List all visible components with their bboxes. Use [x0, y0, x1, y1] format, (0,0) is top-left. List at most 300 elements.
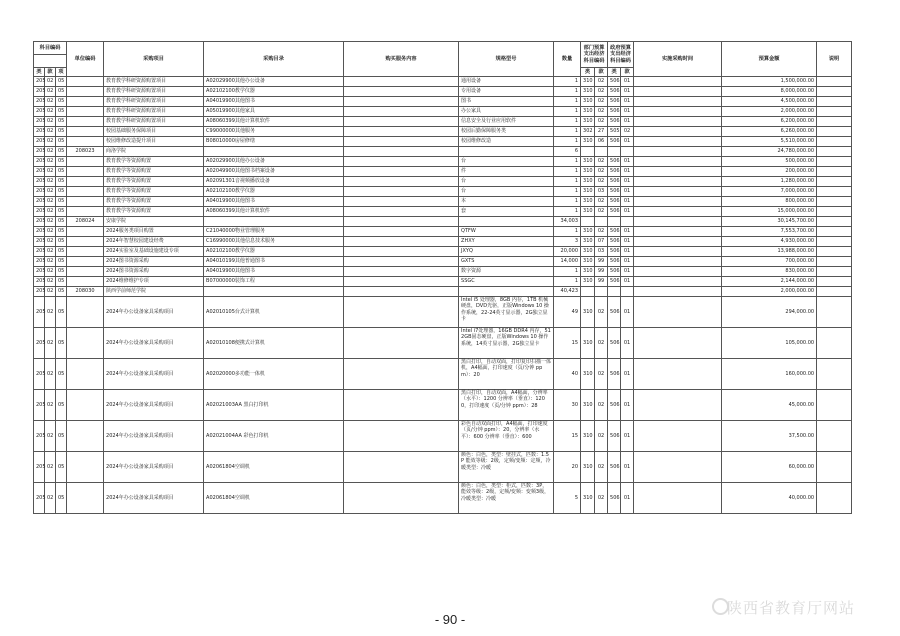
- table-row: [34, 277, 852, 287]
- cell-time: [634, 117, 722, 127]
- cell-qty: 1: [554, 87, 581, 97]
- cell-catalog: A04019900其他图书: [204, 267, 344, 277]
- cell-g1: 506: [608, 277, 621, 287]
- cell-kuan: 02: [45, 217, 56, 227]
- header-subject-code: 科目编码: [34, 42, 67, 55]
- cell-time: [634, 267, 722, 277]
- table-row: [34, 227, 852, 237]
- cell-lei: 205: [34, 287, 45, 297]
- cell-time: [634, 77, 722, 87]
- cell-g2: 01: [621, 390, 634, 421]
- cell-lei: 205: [34, 267, 45, 277]
- cell-note: [817, 359, 852, 390]
- cell-time: [634, 247, 722, 257]
- cell-qty: 1: [554, 207, 581, 217]
- page-number: - 90 -: [434, 612, 466, 627]
- cell-service: [344, 97, 459, 107]
- cell-g2: 01: [621, 137, 634, 147]
- cell-time: [634, 277, 722, 287]
- cell-unit: [67, 297, 104, 328]
- cell-kuan: 02: [45, 97, 56, 107]
- cell-unit: [67, 247, 104, 257]
- cell-d1: 310: [581, 247, 595, 257]
- cell-lei: 205: [34, 77, 45, 87]
- table-row: [34, 97, 852, 107]
- header-project: 采购项目: [104, 42, 204, 77]
- cell-amount: 4,930,000.00: [722, 237, 817, 247]
- cell-spec: 台: [459, 177, 554, 187]
- cell-d2: 02: [595, 97, 608, 107]
- cell-lei: 205: [34, 297, 45, 328]
- cell-unit: [67, 421, 104, 452]
- cell-unit: [67, 187, 104, 197]
- table-row: [34, 287, 852, 297]
- cell-d2: 99: [595, 277, 608, 287]
- cell-lei: 205: [34, 328, 45, 359]
- cell-catalog: B07000000装饰工程: [204, 277, 344, 287]
- cell-g2: 01: [621, 77, 634, 87]
- cell-kuan: 02: [45, 359, 56, 390]
- table-row: [34, 207, 852, 217]
- cell-time: [634, 157, 722, 167]
- table-row: [34, 297, 852, 328]
- cell-qty: 1: [554, 137, 581, 147]
- cell-catalog: A02029900其他办公设备: [204, 157, 344, 167]
- cell-catalog: A02020000多功能一体机: [204, 359, 344, 390]
- cell-xiang: 05: [56, 77, 67, 87]
- cell-lei: 205: [34, 452, 45, 483]
- cell-note: [817, 167, 852, 177]
- cell-note: [817, 287, 852, 297]
- cell-project: 教育教学等资源购置: [104, 157, 204, 167]
- cell-project: 陕西学前师范学院: [104, 287, 204, 297]
- table-row: [34, 157, 852, 167]
- cell-d2: 02: [595, 483, 608, 514]
- cell-project: 2024年办公设备家具采购项目: [104, 359, 204, 390]
- cell-xiang: 05: [56, 137, 67, 147]
- cell-xiang: 05: [56, 483, 67, 514]
- header-gov-econ: 政府预算支出经济科目编码: [608, 42, 634, 68]
- cell-g1: 506: [608, 328, 621, 359]
- cell-d1: 310: [581, 77, 595, 87]
- cell-xiang: 05: [56, 452, 67, 483]
- cell-amount: 24,780,000.00: [722, 147, 817, 157]
- cell-d1: 310: [581, 187, 595, 197]
- cell-g2: 01: [621, 107, 634, 117]
- cell-d1: 310: [581, 359, 595, 390]
- cell-xiang: 05: [56, 147, 67, 157]
- cell-g2: 01: [621, 247, 634, 257]
- cell-d1: 310: [581, 257, 595, 267]
- cell-xiang: 05: [56, 297, 67, 328]
- cell-unit: [67, 157, 104, 167]
- cell-project: 2024年智慧校园建设经费: [104, 237, 204, 247]
- cell-d2: [595, 287, 608, 297]
- cell-catalog: A02102100教学仪器: [204, 87, 344, 97]
- table-row: [34, 390, 852, 421]
- cell-kuan: 02: [45, 277, 56, 287]
- cell-g1: 506: [608, 297, 621, 328]
- cell-d2: [595, 147, 608, 157]
- cell-catalog: A02021004AA 彩色打印机: [204, 421, 344, 452]
- cell-project: 教育教学等资源购置: [104, 207, 204, 217]
- cell-catalog: A04010199其他普通图书: [204, 257, 344, 267]
- cell-g1: 506: [608, 97, 621, 107]
- cell-d1: 302: [581, 127, 595, 137]
- cell-spec: 图书: [459, 97, 554, 107]
- cell-kuan: 02: [45, 227, 56, 237]
- cell-d1: 310: [581, 167, 595, 177]
- cell-catalog: A05019900其他家具: [204, 107, 344, 117]
- cell-g2: 01: [621, 237, 634, 247]
- cell-unit: [67, 359, 104, 390]
- cell-g2: 01: [621, 257, 634, 267]
- cell-qty: 1: [554, 177, 581, 187]
- cell-d1: 310: [581, 157, 595, 167]
- cell-g2: 01: [621, 227, 634, 237]
- cell-d2: 02: [595, 452, 608, 483]
- table-row: [34, 167, 852, 177]
- cell-amount: 294,000.00: [722, 297, 817, 328]
- header-xiang: 项: [56, 68, 67, 77]
- cell-amount: 105,000.00: [722, 328, 817, 359]
- cell-d2: 07: [595, 237, 608, 247]
- cell-service: [344, 217, 459, 227]
- cell-service: [344, 177, 459, 187]
- cell-d1: 310: [581, 452, 595, 483]
- cell-catalog: [204, 217, 344, 227]
- cell-g2: 01: [621, 277, 634, 287]
- cell-amount: 45,000.00: [722, 390, 817, 421]
- cell-kuan: 02: [45, 117, 56, 127]
- cell-lei: 205: [34, 97, 45, 107]
- cell-g1: 506: [608, 167, 621, 177]
- cell-time: [634, 421, 722, 452]
- cell-g2: 01: [621, 328, 634, 359]
- cell-d2: 27: [595, 127, 608, 137]
- cell-time: [634, 197, 722, 207]
- cell-g1: 506: [608, 257, 621, 267]
- cell-catalog: [204, 147, 344, 157]
- cell-kuan: 02: [45, 137, 56, 147]
- cell-catalog: C21040000物业管理服务: [204, 227, 344, 237]
- cell-g2: 01: [621, 207, 634, 217]
- cell-lei: 205: [34, 137, 45, 147]
- cell-amount: 500,000.00: [722, 157, 817, 167]
- table-row: [34, 421, 852, 452]
- cell-service: [344, 137, 459, 147]
- cell-catalog: A02102100教学仪器: [204, 247, 344, 257]
- table-row: [34, 247, 852, 257]
- header-qty: 数量: [554, 42, 581, 77]
- cell-d1: 310: [581, 297, 595, 328]
- cell-lei: 205: [34, 237, 45, 247]
- header-dept-lei: 类: [581, 68, 595, 77]
- cell-project: 校园维修改造提升项目: [104, 137, 204, 147]
- cell-xiang: 05: [56, 421, 67, 452]
- cell-g1: [608, 287, 621, 297]
- cell-xiang: 05: [56, 207, 67, 217]
- cell-d1: [581, 287, 595, 297]
- cell-unit: [67, 97, 104, 107]
- cell-amount: 7,000,000.00: [722, 187, 817, 197]
- cell-amount: 37,500.00: [722, 421, 817, 452]
- cell-d1: 310: [581, 137, 595, 147]
- cell-catalog: [204, 287, 344, 297]
- cell-unit: [67, 77, 104, 87]
- cell-catalog: A02061804空调机: [204, 483, 344, 514]
- cell-g1: 506: [608, 197, 621, 207]
- cell-d2: 02: [595, 167, 608, 177]
- cell-service: [344, 237, 459, 247]
- cell-xiang: 05: [56, 359, 67, 390]
- cell-spec: Intel i7处理器，16GB DDR4 内存，512GB固态硬盘，正版Windows 10 操作系统，14英寸显示器，2G独立显卡: [459, 328, 554, 359]
- cell-g2: [621, 217, 634, 227]
- cell-time: [634, 147, 722, 157]
- cell-xiang: 05: [56, 117, 67, 127]
- cell-lei: 205: [34, 177, 45, 187]
- cell-spec: JXYQ: [459, 247, 554, 257]
- cell-d1: 310: [581, 97, 595, 107]
- cell-d1: 310: [581, 117, 595, 127]
- cell-g1: 506: [608, 227, 621, 237]
- cell-d2: 02: [595, 297, 608, 328]
- cell-d2: 02: [595, 359, 608, 390]
- cell-spec: GXTS: [459, 257, 554, 267]
- cell-unit: 208023: [67, 147, 104, 157]
- cell-lei: 205: [34, 421, 45, 452]
- cell-project: 2024年办公设备家具采购项目: [104, 297, 204, 328]
- table-row: [34, 87, 852, 97]
- cell-qty: 40,423: [554, 287, 581, 297]
- cell-xiang: 05: [56, 127, 67, 137]
- cell-qty: 1: [554, 77, 581, 87]
- cell-service: [344, 267, 459, 277]
- cell-kuan: 02: [45, 207, 56, 217]
- cell-g2: 01: [621, 187, 634, 197]
- cell-project: 2024年办公设备家具采购项目: [104, 452, 204, 483]
- cell-lei: 205: [34, 127, 45, 137]
- cell-lei: 205: [34, 207, 45, 217]
- cell-qty: 1: [554, 97, 581, 107]
- cell-project: 2024服务类项目购置: [104, 227, 204, 237]
- header-amount: 预算金额: [722, 42, 817, 77]
- cell-amount: 30,145,700.00: [722, 217, 817, 227]
- cell-spec: 黑白打印，自动双面，打印复印扫描一体机，A4幅面，打印速度（页/分钟 ppm）：20: [459, 359, 554, 390]
- cell-qty: 15: [554, 328, 581, 359]
- cell-kuan: 02: [45, 267, 56, 277]
- cell-spec: 数字资源: [459, 267, 554, 277]
- cell-qty: 5: [554, 483, 581, 514]
- cell-spec: [459, 217, 554, 227]
- cell-qty: 1: [554, 167, 581, 177]
- cell-g1: 506: [608, 187, 621, 197]
- cell-time: [634, 97, 722, 107]
- cell-time: [634, 187, 722, 197]
- cell-d1: 310: [581, 328, 595, 359]
- cell-note: [817, 247, 852, 257]
- procurement-table: [33, 41, 852, 514]
- cell-qty: 1: [554, 157, 581, 167]
- cell-time: [634, 177, 722, 187]
- cell-service: [344, 87, 459, 97]
- cell-xiang: 05: [56, 287, 67, 297]
- cell-catalog: A02029900其他办公设备: [204, 77, 344, 87]
- cell-project: 教育教学科研资源购置项目: [104, 107, 204, 117]
- cell-time: [634, 87, 722, 97]
- cell-qty: 1: [554, 117, 581, 127]
- cell-d2: 99: [595, 267, 608, 277]
- cell-lei: 205: [34, 187, 45, 197]
- cell-catalog: A04019900其他图书: [204, 197, 344, 207]
- cell-d2: 02: [595, 117, 608, 127]
- cell-amount: 6,260,000.00: [722, 127, 817, 137]
- table-row: [34, 107, 852, 117]
- cell-g1: 506: [608, 157, 621, 167]
- cell-unit: [67, 227, 104, 237]
- cell-time: [634, 227, 722, 237]
- cell-unit: [67, 390, 104, 421]
- cell-amount: 13,988,000.00: [722, 247, 817, 257]
- table-row: [34, 237, 852, 247]
- cell-d2: 03: [595, 247, 608, 257]
- cell-xiang: 05: [56, 177, 67, 187]
- cell-note: [817, 187, 852, 197]
- cell-spec: 专用设备: [459, 87, 554, 97]
- cell-kuan: 02: [45, 247, 56, 257]
- cell-catalog: C99000000其他服务: [204, 127, 344, 137]
- cell-d1: 310: [581, 227, 595, 237]
- table-row: [34, 328, 852, 359]
- cell-xiang: 05: [56, 257, 67, 267]
- header-note: 说明: [817, 42, 852, 77]
- cell-service: [344, 107, 459, 117]
- cell-note: [817, 421, 852, 452]
- cell-kuan: 02: [45, 297, 56, 328]
- header-lei: 类: [34, 68, 45, 77]
- cell-amount: 2,144,000.00: [722, 277, 817, 287]
- cell-kuan: 02: [45, 147, 56, 157]
- cell-note: [817, 157, 852, 167]
- cell-service: [344, 421, 459, 452]
- cell-lei: 205: [34, 117, 45, 127]
- header-spec: 规格型号: [459, 42, 554, 77]
- cell-kuan: 02: [45, 157, 56, 167]
- cell-d2: 02: [595, 87, 608, 97]
- cell-d2: 02: [595, 328, 608, 359]
- table-row: [34, 77, 852, 87]
- cell-service: [344, 359, 459, 390]
- cell-qty: 1: [554, 197, 581, 207]
- table-row: [34, 177, 852, 187]
- cell-xiang: 05: [56, 187, 67, 197]
- cell-xiang: 05: [56, 217, 67, 227]
- cell-kuan: 02: [45, 421, 56, 452]
- cell-unit: [67, 107, 104, 117]
- cell-d2: 02: [595, 77, 608, 87]
- cell-d1: 310: [581, 177, 595, 187]
- cell-service: [344, 207, 459, 217]
- cell-d2: 02: [595, 157, 608, 167]
- cell-spec: 校园维修改造: [459, 137, 554, 147]
- cell-project: 2024图书资源采购: [104, 267, 204, 277]
- cell-unit: [67, 127, 104, 137]
- cell-note: [817, 177, 852, 187]
- cell-project: 2024维修维护专项: [104, 277, 204, 287]
- cell-kuan: 02: [45, 107, 56, 117]
- cell-time: [634, 167, 722, 177]
- cell-kuan: 02: [45, 390, 56, 421]
- cell-time: [634, 452, 722, 483]
- cell-service: [344, 247, 459, 257]
- cell-time: [634, 107, 722, 117]
- table-row: [34, 257, 852, 267]
- cell-g1: 506: [608, 483, 621, 514]
- cell-xiang: 05: [56, 167, 67, 177]
- cell-project: 2024年办公设备家具采购项目: [104, 483, 204, 514]
- cell-project: 2024年办公设备家具采购项目: [104, 390, 204, 421]
- cell-unit: [67, 277, 104, 287]
- cell-lei: 205: [34, 359, 45, 390]
- cell-spec: 台: [459, 157, 554, 167]
- cell-service: [344, 147, 459, 157]
- cell-note: [817, 452, 852, 483]
- cell-amount: 5,510,000.00: [722, 137, 817, 147]
- cell-note: [817, 197, 852, 207]
- cell-d1: 310: [581, 87, 595, 97]
- cell-spec: 本: [459, 197, 554, 207]
- cell-d2: 06: [595, 137, 608, 147]
- cell-unit: [67, 197, 104, 207]
- cell-amount: 2,000,000.00: [722, 287, 817, 297]
- cell-note: [817, 147, 852, 157]
- cell-service: [344, 297, 459, 328]
- cell-g1: 506: [608, 452, 621, 483]
- cell-catalog: A08060399其他计算机软件: [204, 207, 344, 217]
- cell-spec: QTFW: [459, 227, 554, 237]
- cell-d2: 02: [595, 207, 608, 217]
- cell-time: [634, 137, 722, 147]
- cell-spec: 黑白打印，自动双面，A4幅面，分辨率（水平）：1200 分辨率（垂直）：1200，打印速度（页/分钟 ppm）：28: [459, 390, 554, 421]
- cell-d2: 99: [595, 257, 608, 267]
- cell-kuan: 02: [45, 328, 56, 359]
- cell-note: [817, 77, 852, 87]
- cell-project: 校园基础服务保障项目: [104, 127, 204, 137]
- header-time: 实施采购时间: [634, 42, 722, 77]
- cell-kuan: 02: [45, 187, 56, 197]
- cell-unit: [67, 87, 104, 97]
- cell-time: [634, 217, 722, 227]
- cell-spec: 校园后勤保障服务类: [459, 127, 554, 137]
- cell-kuan: 02: [45, 87, 56, 97]
- cell-service: [344, 77, 459, 87]
- cell-g2: [621, 147, 634, 157]
- cell-kuan: 02: [45, 287, 56, 297]
- cell-g1: 506: [608, 421, 621, 452]
- cell-lei: 205: [34, 107, 45, 117]
- table-row: [34, 117, 852, 127]
- cell-lei: 205: [34, 257, 45, 267]
- cell-d2: 02: [595, 177, 608, 187]
- cell-service: [344, 167, 459, 177]
- cell-service: [344, 157, 459, 167]
- table-row: [34, 217, 852, 227]
- cell-spec: Intel i5 处理器，8GB 内存，1TB 机械硬盘，DVD光驱，正版Windows 10 操作系统，22-24英寸显示器，2G独立显卡: [459, 297, 554, 328]
- cell-project: 教育教学等资源购置: [104, 197, 204, 207]
- cell-d2: 02: [595, 107, 608, 117]
- cell-catalog: A02061804空调机: [204, 452, 344, 483]
- cell-d1: [581, 147, 595, 157]
